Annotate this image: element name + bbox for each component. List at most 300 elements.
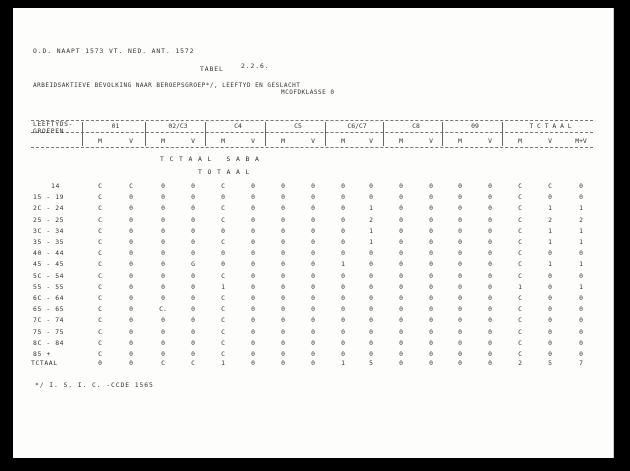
table-cell: 0 (341, 305, 345, 314)
group-header: C4 (234, 122, 242, 130)
table-cell: 0 (429, 238, 433, 246)
table-cell: 0 (488, 271, 492, 280)
table-cell: C (98, 249, 102, 258)
table-cell: 0 (548, 305, 552, 314)
table-cell: C (518, 249, 522, 258)
total-cell: C (161, 359, 165, 367)
table-cell: 0 (399, 193, 403, 202)
table-cell: 0 (369, 305, 373, 314)
table-cell: 0 (129, 249, 133, 258)
table-cell: 0 (488, 350, 492, 358)
table-cell: 0 (251, 249, 255, 258)
table-cell: 0 (369, 249, 373, 258)
table-cell: C (98, 294, 102, 302)
table-cell: 0 (251, 193, 255, 202)
table-cell: C (221, 204, 225, 213)
table-cell: 0 (191, 338, 195, 347)
table-cell: C (221, 350, 225, 358)
table-cell: 0 (191, 204, 195, 213)
table-cell: C (518, 338, 522, 347)
table-cell: 0 (369, 294, 373, 302)
sex-subheader: M (221, 137, 225, 145)
total-cell: 0 (488, 359, 492, 367)
table-cell: 0 (251, 350, 255, 358)
table-cell: 0 (458, 193, 462, 202)
age-group-label: 35 - 35 (33, 238, 65, 246)
age-group-label: 6C - 64 (33, 294, 65, 302)
table-cell: 0 (221, 193, 225, 202)
table-cell: C (129, 182, 133, 190)
table-rule (31, 132, 593, 133)
total-cell: C (191, 359, 195, 367)
table-cell: 0 (161, 316, 165, 325)
table-cell: 0 (429, 350, 433, 358)
table-cell: 0 (548, 249, 552, 258)
group-separator (145, 122, 146, 146)
table-cell: 0 (281, 327, 285, 336)
table-cell: C (98, 327, 102, 336)
table-cell: 0 (429, 204, 433, 213)
table-cell: 0 (161, 182, 165, 190)
table-cell: 1 (518, 282, 522, 291)
table-cell: 0 (399, 249, 403, 258)
total-row-label: TCTAAL (31, 359, 58, 367)
table-cell: 0 (548, 327, 552, 336)
table-cell: 0 (429, 249, 433, 258)
table-rule (31, 147, 593, 148)
table-cell: 0 (579, 193, 583, 202)
table-cell: 0 (488, 204, 492, 213)
sex-subheader: M (458, 137, 462, 145)
table-cell: 0 (281, 282, 285, 291)
table-cell: 0 (281, 226, 285, 235)
table-cell: 0 (488, 305, 492, 314)
table-cell: 0 (221, 260, 225, 269)
table-cell: 0 (429, 305, 433, 314)
table-cell: 0 (488, 226, 492, 235)
age-group-label: 25 - 25 (33, 215, 65, 224)
table-cell: 1 (221, 282, 225, 291)
table-cell: 0 (548, 350, 552, 358)
table-cell: C (518, 305, 522, 314)
table-cell: 0 (399, 215, 403, 224)
table-cell: 0 (161, 215, 165, 224)
table-cell: C (221, 327, 225, 336)
table-cell: 0 (129, 305, 133, 314)
age-group-label: 55 - 55 (33, 282, 65, 291)
table-cell: 0 (311, 294, 315, 302)
table-cell: 0 (281, 294, 285, 302)
table-cell: 0 (429, 282, 433, 291)
sex-subheader: V (488, 137, 492, 145)
table-cell: 0 (429, 182, 433, 190)
table-cell: 0 (311, 282, 315, 291)
table-cell: 0 (399, 294, 403, 302)
table-cell: 0 (191, 226, 195, 235)
table-cell: 0 (399, 350, 403, 358)
table-cell: 0 (488, 316, 492, 325)
sex-subheader: M (518, 137, 522, 145)
total-cell: 0 (458, 359, 462, 367)
table-cell: 0 (429, 226, 433, 235)
table-cell: 0 (251, 182, 255, 190)
section-title-total-saba: T C T A A L S A B A (160, 155, 260, 163)
total-cell: 0 (281, 359, 285, 367)
table-cell: 0 (251, 305, 255, 314)
table-cell: C (98, 215, 102, 224)
group-separator (325, 122, 326, 146)
table-subtitle: ARBEIDSAKTIEVE BEVOLKING NAAR BEROEPSGROEP*/, LEEFTYD EN GESLACHT (33, 82, 301, 89)
age-group-header: GROEPEN (33, 127, 65, 135)
table-cell: 0 (369, 260, 373, 269)
table-cell: 0 (579, 271, 583, 280)
table-cell: 0 (488, 249, 492, 258)
table-cell: 0 (281, 260, 285, 269)
table-cell: 0 (281, 182, 285, 190)
table-cell: 0 (458, 226, 462, 235)
table-cell: 0 (129, 316, 133, 325)
table-cell: 0 (251, 282, 255, 291)
sex-subheader: M (399, 137, 403, 145)
age-group-label: 40 - 44 (33, 249, 65, 258)
table-cell: 0 (399, 260, 403, 269)
table-cell: 1 (579, 238, 583, 246)
table-cell: 0 (399, 305, 403, 314)
table-cell: 0 (129, 238, 133, 246)
table-cell: 0 (161, 282, 165, 291)
total-cell: 0 (129, 359, 133, 367)
table-cell: 0 (399, 282, 403, 291)
total-cell: 5 (548, 359, 552, 367)
table-cell: 0 (191, 215, 195, 224)
table-cell: 0 (251, 316, 255, 325)
table-cell: 0 (458, 316, 462, 325)
table-cell: C (518, 316, 522, 325)
table-cell: C (518, 271, 522, 280)
table-cell: 0 (488, 282, 492, 291)
table-cell: 0 (191, 350, 195, 358)
page-edge (613, 8, 614, 458)
table-cell: 0 (488, 327, 492, 336)
table-cell: 0 (488, 294, 492, 302)
group-header: 01 (111, 122, 120, 130)
table-cell: C (518, 238, 522, 246)
table-cell: C (518, 215, 522, 224)
table-cell: 0 (281, 193, 285, 202)
table-cell: 0 (488, 215, 492, 224)
age-group-label: 5C - 54 (33, 271, 65, 280)
group-header: 09 (471, 122, 479, 130)
table-cell: 0 (311, 305, 315, 314)
group-separator (205, 122, 206, 146)
table-cell: 1 (369, 204, 373, 213)
table-cell: 1 (341, 260, 345, 269)
age-group-label: 45 - 45 (33, 260, 65, 269)
table-cell: 0 (548, 271, 552, 280)
table-cell: 0 (311, 260, 315, 269)
table-cell: 0 (281, 238, 285, 246)
table-cell: 0 (161, 204, 165, 213)
table-cell: 0 (341, 271, 345, 280)
table-cell: 0 (161, 238, 165, 246)
table-cell: 0 (399, 271, 403, 280)
table-cell: 0 (129, 215, 133, 224)
table-cell: 0 (281, 271, 285, 280)
age-group-label: 7C - 74 (33, 316, 65, 325)
table-cell: 0 (458, 338, 462, 347)
table-cell: 0 (129, 327, 133, 336)
table-cell: 0 (191, 238, 195, 246)
table-cell: 0 (251, 294, 255, 302)
table-cell: 0 (281, 350, 285, 358)
table-cell: 0 (311, 316, 315, 325)
table-cell: 0 (458, 260, 462, 269)
table-cell: C (98, 305, 102, 314)
table-cell: 0 (399, 182, 403, 190)
table-cell: 0 (429, 338, 433, 347)
table-cell: 0 (458, 249, 462, 258)
table-cell: 0 (399, 338, 403, 347)
table-cell: 1 (548, 238, 552, 246)
table-cell: C (221, 271, 225, 280)
table-cell: 1 (579, 226, 583, 235)
sex-subheader: M+V (575, 137, 587, 145)
table-cell: 0 (161, 193, 165, 202)
table-cell: 0 (311, 249, 315, 258)
total-cell: 0 (98, 359, 102, 367)
table-cell: 1 (369, 226, 373, 235)
table-cell: 0 (129, 260, 133, 269)
table-cell: 0 (251, 226, 255, 235)
table-cell: 0 (161, 249, 165, 258)
table-cell: 0 (341, 238, 345, 246)
age-group-label: 2C - 24 (33, 204, 65, 213)
table-cell: C (548, 182, 552, 190)
table-cell: C (518, 260, 522, 269)
table-cell: C (221, 305, 225, 314)
table-cell: 0 (221, 249, 225, 258)
table-cell: 0 (281, 338, 285, 347)
table-cell: 0 (251, 338, 255, 347)
table-cell: 0 (458, 350, 462, 358)
total-cell: 0 (429, 359, 433, 367)
table-cell: C. (159, 305, 167, 314)
table-cell: 0 (488, 193, 492, 202)
table-subtitle-class: MCOFDKLASSE 0 (281, 89, 335, 96)
table-cell: 0 (311, 271, 315, 280)
table-cell: 0 (579, 338, 583, 347)
group-header: C8 (412, 122, 420, 130)
table-cell: 0 (251, 215, 255, 224)
table-cell: C (98, 193, 102, 202)
table-cell: 0 (458, 305, 462, 314)
table-cell: 0 (129, 282, 133, 291)
table-cell: 0 (341, 316, 345, 325)
table-cell: 0 (281, 305, 285, 314)
table-cell: 0 (281, 316, 285, 325)
table-cell: 0 (399, 238, 403, 246)
total-cell: 0 (251, 359, 255, 367)
table-cell: 0 (429, 193, 433, 202)
table-cell: 0 (488, 260, 492, 269)
total-cell: 7 (579, 359, 583, 367)
table-cell: 0 (311, 215, 315, 224)
table-cell: 0 (548, 193, 552, 202)
section-title-total: T O T A A L (198, 168, 251, 176)
table-cell: 0 (579, 316, 583, 325)
table-cell: 0 (191, 327, 195, 336)
table-cell: 1 (548, 260, 552, 269)
table-cell: 0 (191, 294, 195, 302)
table-cell: 0 (161, 260, 165, 269)
table-cell: 0 (311, 338, 315, 347)
table-cell: 0 (488, 238, 492, 246)
table-cell: 0 (161, 350, 165, 358)
table-cell: 0 (191, 271, 195, 280)
total-cell: 1 (341, 359, 345, 367)
table-cell: 0 (129, 193, 133, 202)
age-group-label: 8C - 84 (33, 338, 65, 347)
total-cell: 5 (369, 359, 373, 367)
table-cell: 0 (251, 238, 255, 246)
table-cell: C (98, 204, 102, 213)
table-cell: 0 (488, 338, 492, 347)
table-cell: 0 (369, 338, 373, 347)
table-cell: C (518, 294, 522, 302)
table-cell: 0 (341, 182, 345, 190)
table-rule (31, 120, 593, 121)
table-cell: 0 (579, 350, 583, 358)
table-cell: 0 (399, 316, 403, 325)
table-cell: C (221, 182, 225, 190)
table-cell: 0 (341, 294, 345, 302)
table-cell: 0 (548, 316, 552, 325)
group-header: T C T A A L (529, 122, 572, 130)
sex-subheader: V (191, 137, 195, 145)
sex-subheader: M (341, 137, 345, 145)
table-cell: 0 (251, 327, 255, 336)
table-cell: 0 (311, 204, 315, 213)
table-cell: 0 (341, 338, 345, 347)
table-cell: C (221, 316, 225, 325)
table-cell: 2 (369, 215, 373, 224)
table-cell: 0 (548, 294, 552, 302)
table-cell: 0 (429, 260, 433, 269)
table-cell: C (98, 338, 102, 347)
table-cell: 0 (548, 282, 552, 291)
table-cell: 0 (429, 327, 433, 336)
table-cell: 0 (311, 350, 315, 358)
table-cell: 1 (548, 226, 552, 235)
table-cell: 0 (161, 271, 165, 280)
table-cell: 0 (341, 327, 345, 336)
table-cell: C (98, 238, 102, 246)
total-cell: 1 (221, 359, 225, 367)
table-cell: C (221, 238, 225, 246)
table-cell: C (518, 193, 522, 202)
table-cell: 0 (129, 338, 133, 347)
table-cell: 0 (369, 282, 373, 291)
table-cell: 0 (369, 350, 373, 358)
footnote: */ I. S. I. C. -CCDE 1565 (35, 381, 154, 389)
header-line: O.D. NAAPT 1573 VT. NED. ANT. 1572 (33, 47, 195, 55)
total-cell: 0 (311, 359, 315, 367)
table-cell: 0 (129, 350, 133, 358)
tabel-label: TABEL (200, 65, 224, 73)
table-cell: 0 (311, 327, 315, 336)
table-cell: 0 (458, 182, 462, 190)
table-cell: 1 (369, 238, 373, 246)
table-cell: C (98, 282, 102, 291)
table-cell: 1 (579, 260, 583, 269)
group-separator (442, 122, 443, 146)
table-cell: 0 (579, 182, 583, 190)
table-cell: 1 (548, 204, 552, 213)
table-cell: 0 (579, 327, 583, 336)
table-cell: 0 (369, 193, 373, 202)
table-cell: 0 (221, 226, 225, 235)
table-cell: 1 (579, 204, 583, 213)
sex-subheader: M (98, 137, 102, 145)
table-cell: 0 (369, 271, 373, 280)
table-cell: 2 (579, 215, 583, 224)
table-cell: 0 (191, 182, 195, 190)
group-separator (265, 122, 266, 146)
table-cell: 0 (191, 305, 195, 314)
table-cell: 0 (458, 327, 462, 336)
age-group-label: 65 - 65 (33, 305, 65, 314)
sex-subheader: V (251, 137, 255, 145)
table-cell: 0 (341, 350, 345, 358)
table-cell: C (518, 327, 522, 336)
table-cell: 0 (458, 238, 462, 246)
table-cell: 0 (429, 271, 433, 280)
table-cell: 0 (458, 294, 462, 302)
table-cell: 0 (341, 204, 345, 213)
age-group-label: 75 - 75 (33, 327, 65, 336)
table-cell: 0 (191, 282, 195, 291)
table-cell: 0 (458, 215, 462, 224)
group-separator (82, 122, 83, 146)
table-cell: C (221, 215, 225, 224)
group-separator (383, 122, 384, 146)
table-cell: C (518, 350, 522, 358)
table-cell: C (98, 271, 102, 280)
table-cell: 0 (311, 193, 315, 202)
sex-subheader: V (311, 137, 315, 145)
table-cell: 0 (341, 282, 345, 291)
table-cell: 0 (548, 338, 552, 347)
table-cell: 0 (129, 271, 133, 280)
table-cell: 0 (458, 204, 462, 213)
table-cell: 0 (281, 204, 285, 213)
total-cell: 2 (518, 359, 522, 367)
document-page (13, 8, 613, 458)
table-cell: C (98, 226, 102, 235)
sex-subheader: V (548, 137, 552, 145)
table-cell: 0 (341, 226, 345, 235)
table-cell: 0 (429, 215, 433, 224)
table-cell: 0 (579, 305, 583, 314)
table-cell: 0 (311, 226, 315, 235)
table-cell: 0 (161, 226, 165, 235)
sex-subheader: M (161, 137, 165, 145)
table-cell: C (518, 204, 522, 213)
table-cell: 0 (369, 182, 373, 190)
table-cell: C (221, 338, 225, 347)
table-cell: 2 (548, 215, 552, 224)
table-cell: 0 (251, 260, 255, 269)
